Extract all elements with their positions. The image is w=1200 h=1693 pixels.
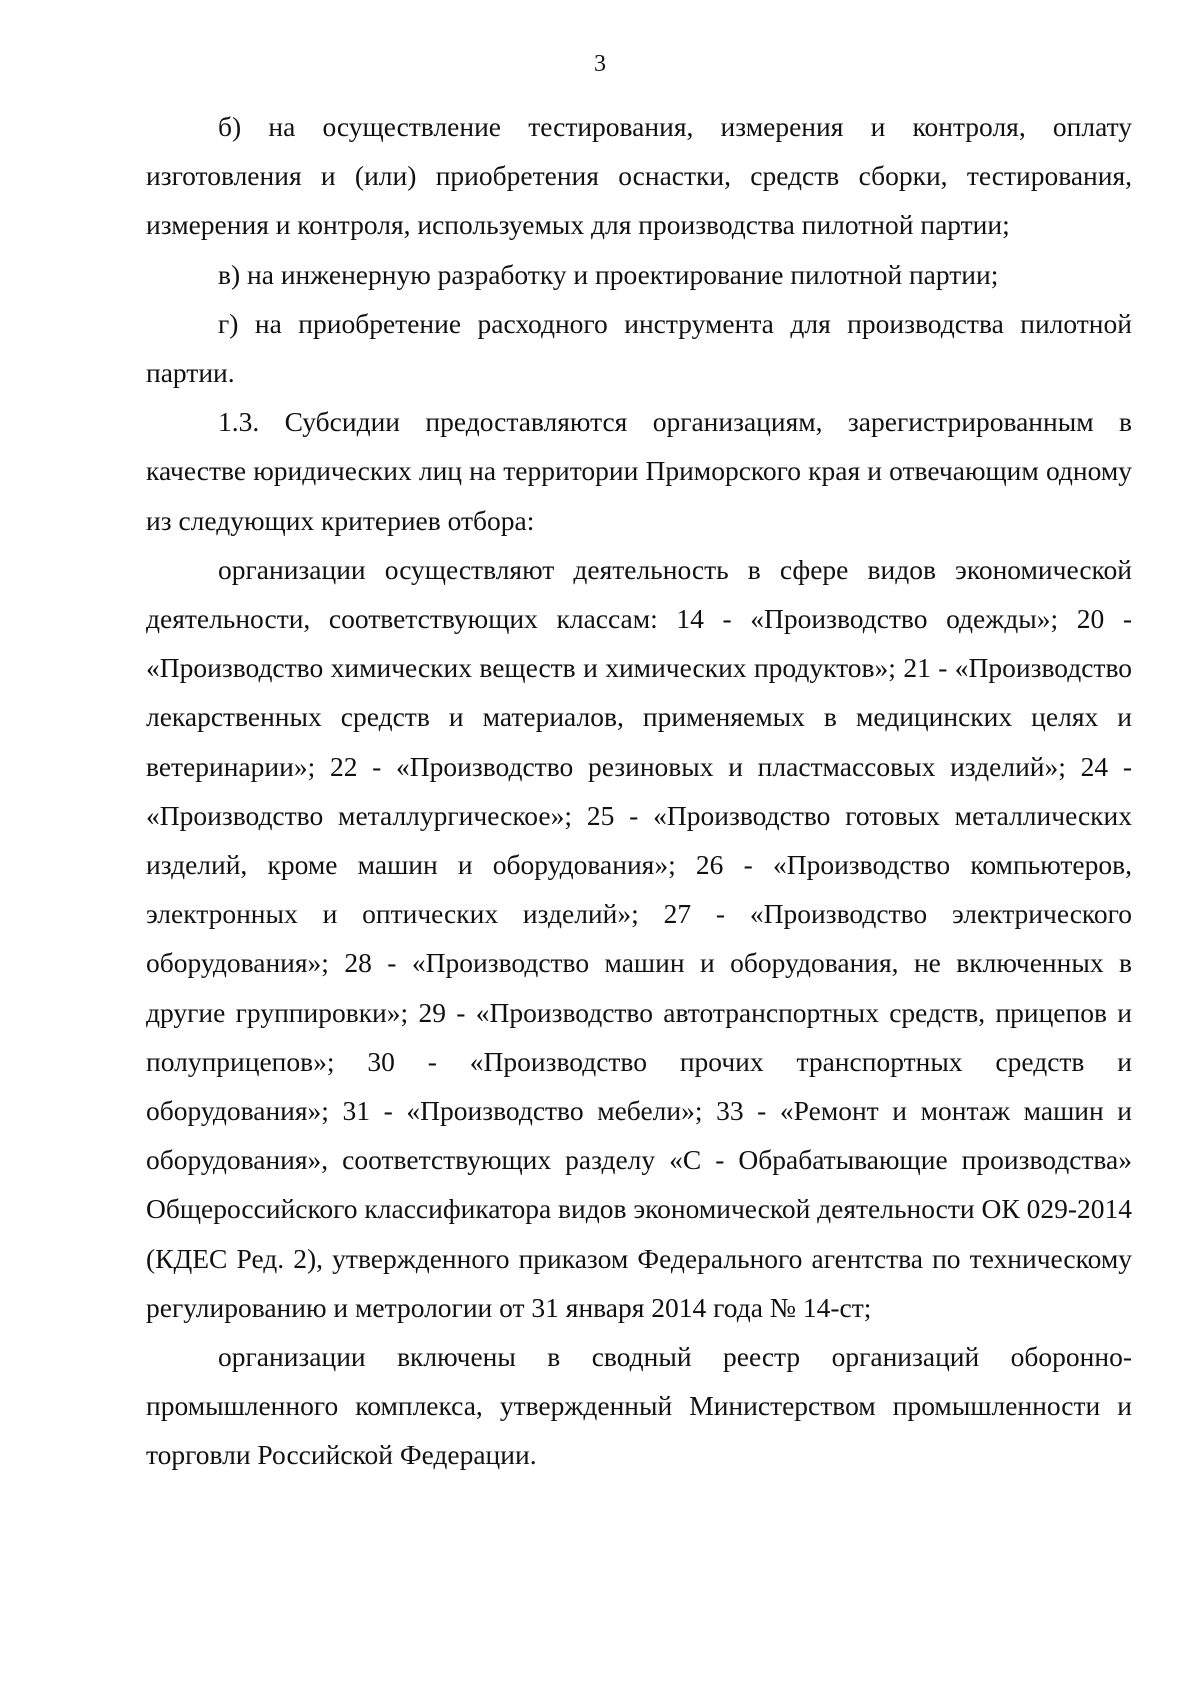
paragraph-v: в) на инженерную разработку и проектирование пилотной партии;	[218, 258, 999, 290]
paragraph-criteria-okved: организации осуществляют деятельность в сфере видов экономической деятельности, соответствующих классам: 14 - «Производство одежды»; 20 - «Производство химических веществ и химических продуктов»; 21 - «Производство лекарственных средств и материалов, применяемых в медицинских целях и ветеринарии»; 22 - «Производство резиновых и пластмассовых изделий»; 24 - «Производство металлургическое»; 25 - «Производство готовых металлических изделий, кроме машин и оборудования»; 26 - «Производство компьютеров, электронных и оптических изделий»; 27 - «Производство электрического оборудования»; 28 - «Производство машин и оборудования, не включенных в другие группировки»; 29 - «Производство автотранспортных средств, прицепов и полуприцепов»; 30 - «Производство прочих транспортных средств и оборудования»; 31 - «Производство мебели»; 33 - «Ремонт и монтаж машин и оборудования», соответствующих разделу «С - Обрабатывающие производства» Общероссийского классификатора видов экономической деятельности ОК 029-2014 (КДЕС Ред. 2), утвержденного приказом Федерального агентства по техническому регулированию и метрологии от 31 января 2014 года № 14-ст;	[146, 553, 1132, 1323]
page-number: 3	[594, 51, 606, 77]
paragraph-1-3: 1.3. Субсидии предоставляются организациям, зарегистрированным в качестве юридических лиц на территории Приморского края и отвечающим одному из следующих критериев отбора:	[146, 406, 1132, 536]
paragraph-criteria-registry: организации включены в сводный реестр организаций оборонно-промышленного комплекса, утвержденный Министерством промышленности и торговли Российской Федерации.	[146, 1341, 1132, 1471]
document-body	[146, 102, 1132, 1480]
paragraph-b: б) на осуществление тестирования, измерения и контроля, оплату изготовления и (или) приобретения оснастки, средств сборки, тестирования, измерения и контроля, используемых для производства пилотной партии;	[146, 111, 1132, 241]
paragraph-g: г) на приобретение расходного инструмента для производства пилотной партии.	[146, 307, 1132, 389]
